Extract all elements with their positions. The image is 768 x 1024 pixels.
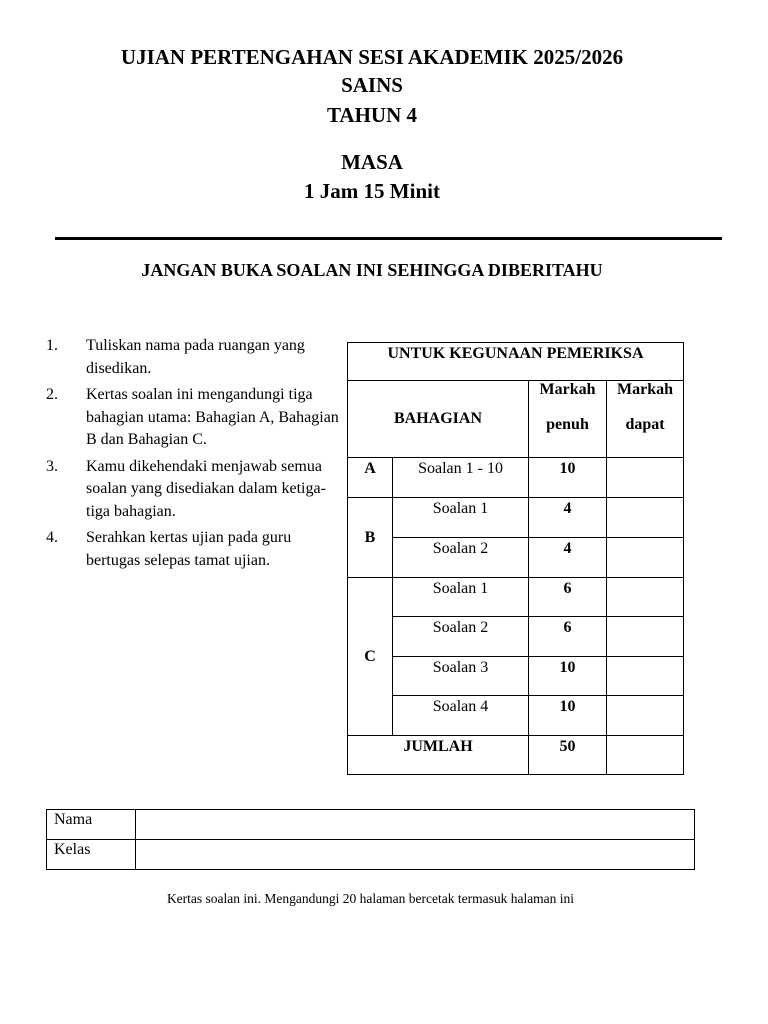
name-label: Nama xyxy=(47,810,136,840)
table-row xyxy=(348,498,684,538)
total-obtained-cell[interactable] xyxy=(607,736,684,775)
header-bahagian: BAHAGIAN xyxy=(348,381,529,458)
instruction-text: Kertas soalan ini mengandungi tiga bahagian utama: Bahagian A, Bahagian B dan Bahagian C. xyxy=(86,386,339,448)
class-label: Kelas xyxy=(47,840,136,870)
horizontal-divider xyxy=(55,237,722,240)
duration-value: 1 Jam 15 Minit xyxy=(304,179,440,203)
instruction-number: 1. xyxy=(46,337,58,354)
student-info-table xyxy=(46,809,695,870)
table-row xyxy=(348,458,684,498)
obtained-mark-cell[interactable] xyxy=(607,657,684,696)
header-full-marks: Markah penuh xyxy=(529,381,607,458)
footer-note: Kertas soalan ini. Mengandungi 20 halaman bercetak termasuk halaman ini xyxy=(166,891,575,906)
obtained-mark-cell[interactable] xyxy=(607,498,684,538)
full-mark: 4 xyxy=(529,498,607,538)
full-mark: 6 xyxy=(529,578,607,617)
question-label: Soalan 1 xyxy=(393,498,529,538)
question-label: Soalan 4 xyxy=(393,696,529,736)
duration-label: MASA xyxy=(341,150,403,174)
total-row xyxy=(348,736,684,775)
full-mark: 10 xyxy=(529,458,607,498)
table-row xyxy=(348,538,684,578)
obtained-mark-cell[interactable] xyxy=(607,617,684,657)
class-field[interactable] xyxy=(136,840,695,870)
header-obtained-marks: Markah dapat xyxy=(607,381,684,458)
table-row xyxy=(348,657,684,696)
examiner-marks-table xyxy=(347,342,684,775)
name-field[interactable] xyxy=(136,810,695,840)
obtained-mark-cell[interactable] xyxy=(607,458,684,498)
instruction-number: 3. xyxy=(46,457,58,475)
obtained-mark-cell[interactable] xyxy=(607,578,684,617)
instruction-item xyxy=(46,335,346,380)
instruction-item xyxy=(46,456,346,524)
section-b: B xyxy=(348,498,393,578)
instruction-text: Serahkan kertas ujian pada guru bertugas selepas tamat ujian. xyxy=(86,529,292,569)
table-row xyxy=(348,617,684,657)
year-title: TAHUN 4 xyxy=(326,103,418,127)
table-title: UNTUK KEGUNAAN PEMERIKSA xyxy=(348,343,684,381)
exam-title: UJIAN PERTENGAHAN SESI AKADEMIK 2025/2026 xyxy=(120,45,624,69)
table-row xyxy=(348,578,684,617)
question-label: Soalan 1 xyxy=(393,578,529,617)
obtained-mark-cell[interactable] xyxy=(607,696,684,736)
instruction-text: Tuliskan nama pada ruangan yang disedikan. xyxy=(86,337,305,377)
obtained-mark-cell[interactable] xyxy=(607,538,684,578)
full-mark: 10 xyxy=(529,696,607,736)
instructions-list xyxy=(46,335,346,576)
full-mark: 6 xyxy=(529,617,607,657)
full-mark: 4 xyxy=(529,538,607,578)
question-label: Soalan 1 - 10 xyxy=(393,458,529,498)
total-label: JUMLAH xyxy=(348,736,529,775)
instruction-text: Kamu dikehendaki menjawab semua soalan yang disediakan dalam ketiga-tiga bahagian. xyxy=(86,457,326,520)
instruction-number: 4. xyxy=(46,529,58,546)
subject-title: SAINS xyxy=(341,73,403,97)
instruction-number: 2. xyxy=(46,386,58,403)
section-a: A xyxy=(348,458,393,498)
question-label: Soalan 3 xyxy=(393,657,529,696)
total-full-mark: 50 xyxy=(529,736,607,775)
instruction-item xyxy=(46,527,346,572)
section-c: C xyxy=(348,578,393,736)
instruction-item xyxy=(46,384,346,452)
full-mark: 10 xyxy=(529,657,607,696)
question-label: Soalan 2 xyxy=(393,538,529,578)
table-row xyxy=(348,696,684,736)
question-label: Soalan 2 xyxy=(393,617,529,657)
warning-text: JANGAN BUKA SOALAN INI SEHINGGA DIBERITAHU xyxy=(141,260,603,280)
